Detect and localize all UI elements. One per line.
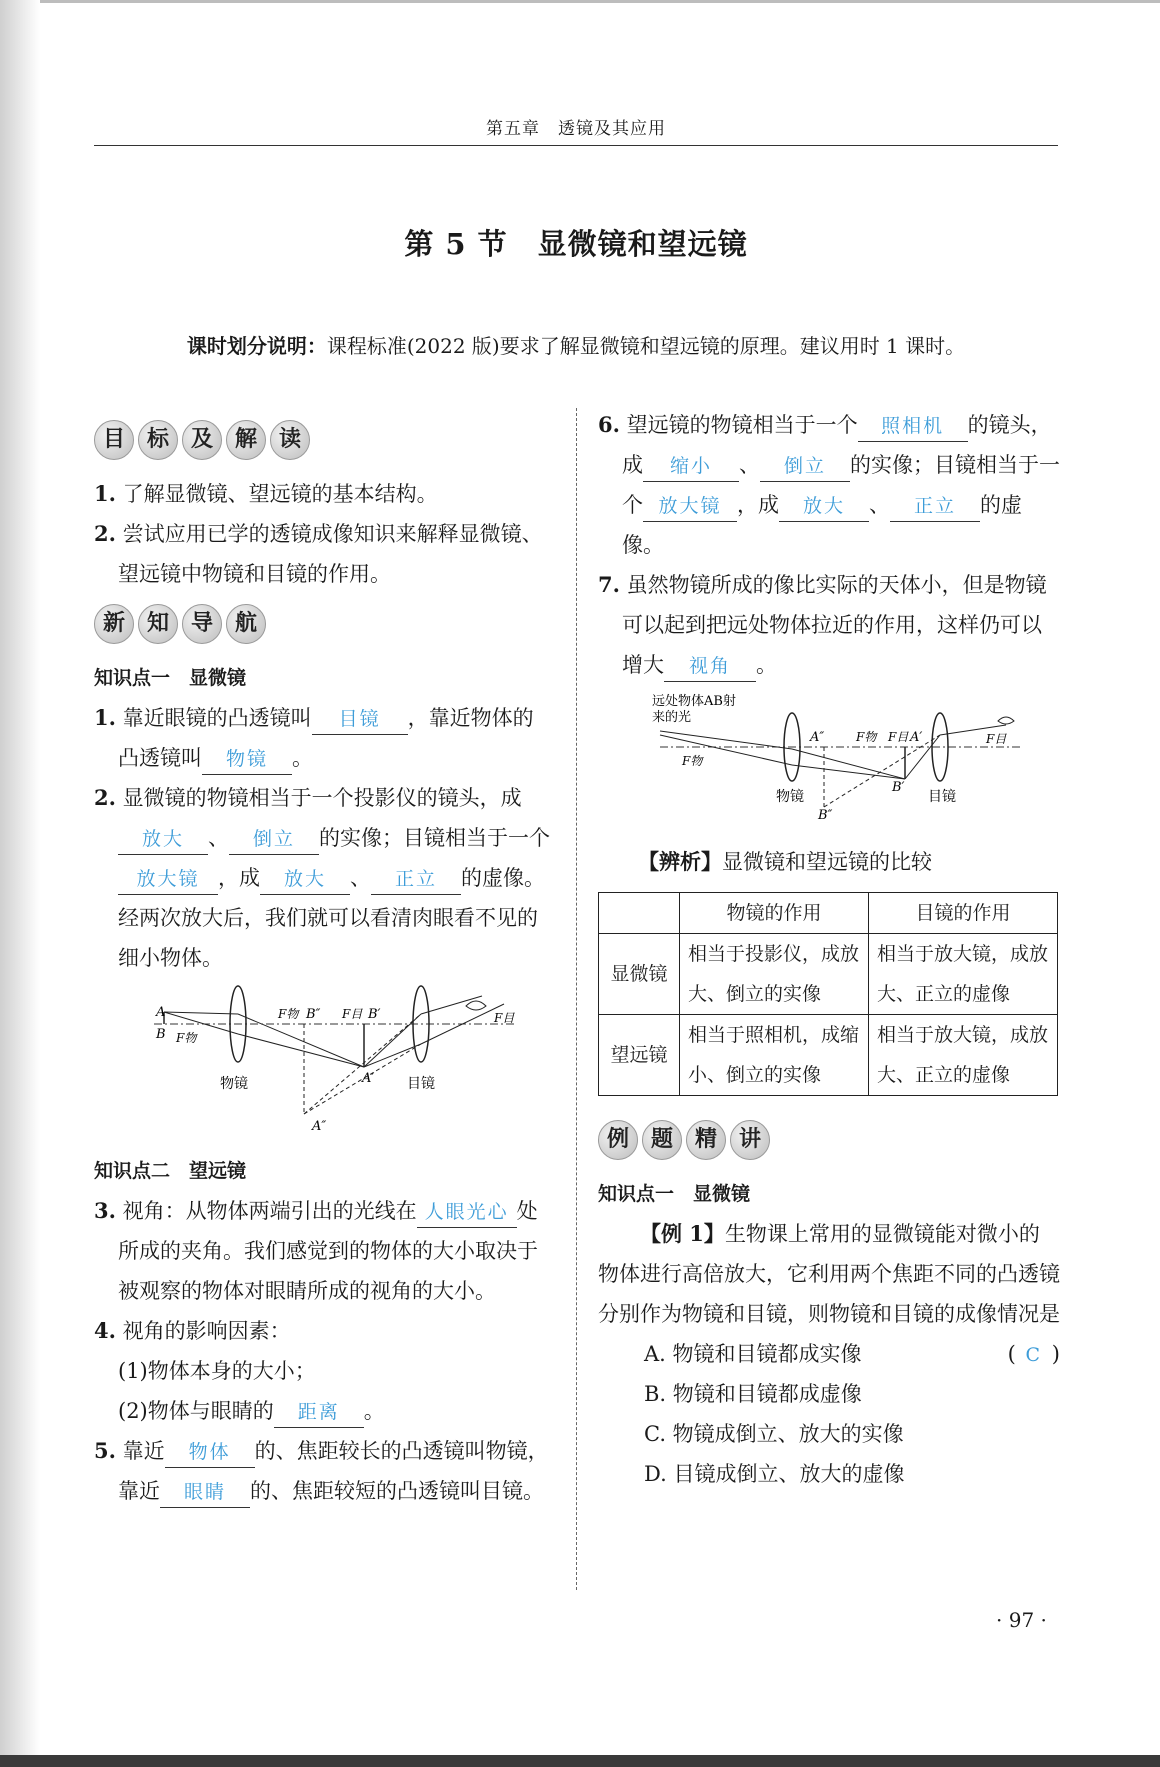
page-number: · 97 · — [996, 1608, 1047, 1632]
label-B: B — [156, 1027, 166, 1042]
table-header: 物镜的作用 — [680, 893, 869, 934]
label-A: A — [156, 1005, 166, 1020]
eye-icon — [998, 717, 1014, 724]
badge-examples — [598, 1118, 1060, 1162]
badge-char: 导 — [182, 604, 222, 644]
answer-blank: 放大镜 — [643, 491, 737, 522]
label-B2: B″ — [818, 808, 833, 821]
badge-char: 精 — [686, 1120, 726, 1160]
column-divider — [576, 408, 577, 1590]
label-B2: B″ — [306, 1007, 321, 1022]
row-header: 显微镜 — [599, 934, 680, 1015]
ray — [792, 749, 905, 779]
comparison-table — [598, 892, 1058, 1096]
answer-blank: 目镜 — [312, 704, 408, 735]
badge-goals — [94, 418, 554, 462]
ray — [164, 1012, 238, 1014]
knowledge-point-heading: 知识点一 显微镜 — [94, 667, 247, 689]
label-F-obj: F物 — [176, 1031, 197, 1045]
label-objective: 物镜 — [220, 1076, 248, 1092]
lesson-note-label: 课时划分说明： — [186, 334, 327, 358]
caption-line-1: 远处物体AB射 — [652, 694, 736, 709]
badge-char: 讲 — [730, 1120, 770, 1160]
answer-blank: 人眼光心 — [417, 1197, 517, 1228]
extension — [304, 1014, 421, 1114]
answer-blank: 正立 — [371, 864, 461, 895]
answer-blank: 眼睛 — [160, 1477, 250, 1508]
ray — [792, 765, 905, 779]
label-F-eye: F目 — [342, 1007, 363, 1021]
label-A2: A″ — [810, 730, 825, 745]
label-F-eye: F目 — [888, 730, 909, 744]
question-6: 6. 望远镜的物镜相当于一个 照相机 的镜头，成 缩小 、 倒立 的实像；目镜相当于一个 放大镜 ，成 放大 、 正立 的虚像。 — [598, 412, 1060, 557]
page-bottom-edge — [0, 1755, 1160, 1767]
table-corner — [599, 893, 680, 934]
question-4-sub1: (1)物体本身的大小； — [118, 1359, 316, 1383]
table-cell: 相当于放大镜，成放大、正立的虚像 — [869, 1015, 1058, 1096]
badge-char: 及 — [182, 420, 222, 460]
table-cell: 相当于投影仪，成放大、倒立的实像 — [680, 934, 869, 1015]
lesson-note-text: 课程标准(2022 版)要求了解显微镜和望远镜的原理。建议用时 1 课时。 — [326, 334, 966, 358]
table-header: 目镜的作用 — [869, 893, 1058, 934]
question-1: 1. 靠近眼镜的凸透镜叫 目镜 ，靠近物体的凸透镜叫 物镜 。 — [94, 698, 554, 778]
table-row — [599, 1015, 1058, 1096]
answer-blank: 物体 — [165, 1437, 255, 1468]
label-F-eye2: F目 — [986, 732, 1007, 746]
badge-char: 题 — [642, 1120, 682, 1160]
answer-blank: 放大 — [779, 491, 869, 522]
label-eyepiece: 目镜 — [407, 1076, 435, 1092]
label-A1: A′ — [362, 1071, 375, 1086]
right-column — [598, 405, 1060, 1494]
goal-item: 1. 了解显微镜、望远镜的基本结构。 — [94, 481, 438, 506]
badge-char: 标 — [138, 420, 178, 460]
telescope-ray-diagram — [650, 691, 1030, 821]
answer-blank: 距离 — [274, 1397, 364, 1428]
eye-icon — [466, 1001, 486, 1010]
answer-blank: 倒立 — [229, 824, 319, 855]
badge-char: 新 — [94, 604, 134, 644]
choice-item: B. 物镜和目镜都成虚像 — [644, 1382, 862, 1406]
label-F-obj: F物 — [682, 754, 703, 768]
knowledge-point-heading: 知识点一 显微镜 — [598, 1183, 751, 1205]
page-left-shadow — [0, 0, 40, 1767]
caption-line-2: 来的光 — [652, 710, 692, 725]
answer-blank: 物镜 — [202, 744, 292, 775]
label-F-obj2: F物 — [278, 1007, 299, 1021]
analysis-title: 【辨析】显微镜和望远镜的比较 — [638, 850, 932, 874]
telescope-diagram — [650, 691, 1060, 834]
left-column — [94, 418, 554, 1511]
label-objective: 物镜 — [776, 789, 804, 805]
badge-char: 例 — [598, 1120, 638, 1160]
section-title: 第 5 节 显微镜和望远镜 — [404, 227, 748, 261]
answer-blank: 视角 — [664, 651, 756, 682]
badge-char: 解 — [226, 420, 266, 460]
label-A1: A′ — [910, 730, 923, 745]
answer-blank: 倒立 — [760, 451, 850, 482]
ray — [421, 996, 482, 1014]
question-5: 5. 靠近 物体 的、焦距较长的凸透镜叫物镜，靠近 眼睛 的、焦距较短的凸透镜叫目镜。 — [94, 1431, 554, 1511]
table-header-row — [599, 893, 1058, 934]
choice-item: A. 物镜和目镜都成实像 — [644, 1342, 862, 1366]
label-A2: A″ — [312, 1119, 327, 1134]
badge-char: 航 — [226, 604, 266, 644]
question-4-sub2: (2)物体与眼睛的 距离 。 — [94, 1391, 554, 1431]
header-rule — [94, 145, 1058, 146]
question-7: 7. 虽然物镜所成的像比实际的天体小，但是物镜可以起到把远处物体拉近的作用，这样仍可以增大 视角 。 — [598, 565, 1060, 685]
label-eyepiece: 目镜 — [928, 789, 956, 805]
badge-char: 读 — [270, 420, 310, 460]
lesson-note — [94, 330, 1058, 359]
answer-blank: 放大 — [260, 864, 350, 895]
choice-item: C. 物镜成倒立、放大的实像 — [644, 1422, 904, 1446]
example-1: 【例 1】生物课上常用的显微镜能对微小的物体进行高倍放大，它利用两个焦距不同的凸透镜分别作为物镜和目镜，则物镜和目镜的成像情况是 ( C ) — [598, 1214, 1060, 1334]
table-row — [599, 934, 1058, 1015]
label-F-eye2: F目 — [494, 1011, 515, 1025]
answer-blank: 放大 — [118, 824, 208, 855]
answer-blank: 缩小 — [643, 451, 739, 482]
question-3: 3. 视角：从物体两端引出的光线在 人眼光心 处所成的夹角。我们感觉到的物体的大小取决于被观察的物体对眼睛所成的视角的大小。 — [94, 1198, 538, 1303]
running-head: 第五章 透镜及其应用 — [486, 119, 666, 139]
page-top-edge — [0, 0, 1160, 3]
answer-blank: 照相机 — [858, 411, 968, 442]
answer-blank: 正立 — [890, 491, 980, 522]
answer-parens: ( C ) — [966, 1334, 1060, 1374]
badge-char: 目 — [94, 420, 134, 460]
badge-char: 知 — [138, 604, 178, 644]
label-B1: B′ — [892, 780, 905, 795]
microscope-ray-diagram — [94, 984, 554, 1134]
choice-item: D. 目镜成倒立、放大的虚像 — [644, 1462, 905, 1486]
goal-item: 2. 尝试应用已学的透镜成像知识来解释显微镜、望远镜中物镜和目镜的作用。 — [94, 521, 543, 586]
microscope-diagram — [94, 984, 554, 1147]
row-header: 望远镜 — [599, 1015, 680, 1096]
answer-choice: C — [1025, 1344, 1043, 1366]
knowledge-point-heading: 知识点二 望远镜 — [94, 1160, 247, 1182]
answer-blank: 放大镜 — [118, 864, 218, 895]
badge-new-knowledge — [94, 602, 554, 646]
question-2: 2. 显微镜的物镜相当于一个投影仪的镜头，成放大 、 倒立 的实像；目镜相当于一个放大镜 ，成 放大 、 正立 的虚像。经两次放大后，我们就可以看清肉眼看不见的细小物体。 — [94, 785, 550, 970]
table-cell: 相当于照相机，成缩小、倒立的实像 — [680, 1015, 869, 1096]
label-B1: B′ — [368, 1007, 381, 1022]
question-4: 4. 视角的影响因素： — [94, 1318, 291, 1343]
table-cell: 相当于放大镜，成放大、正立的虚像 — [869, 934, 1058, 1015]
ray — [238, 1014, 364, 1067]
label-F-obj2: F物 — [856, 730, 877, 744]
ray — [364, 1044, 421, 1067]
ray — [238, 1034, 364, 1067]
